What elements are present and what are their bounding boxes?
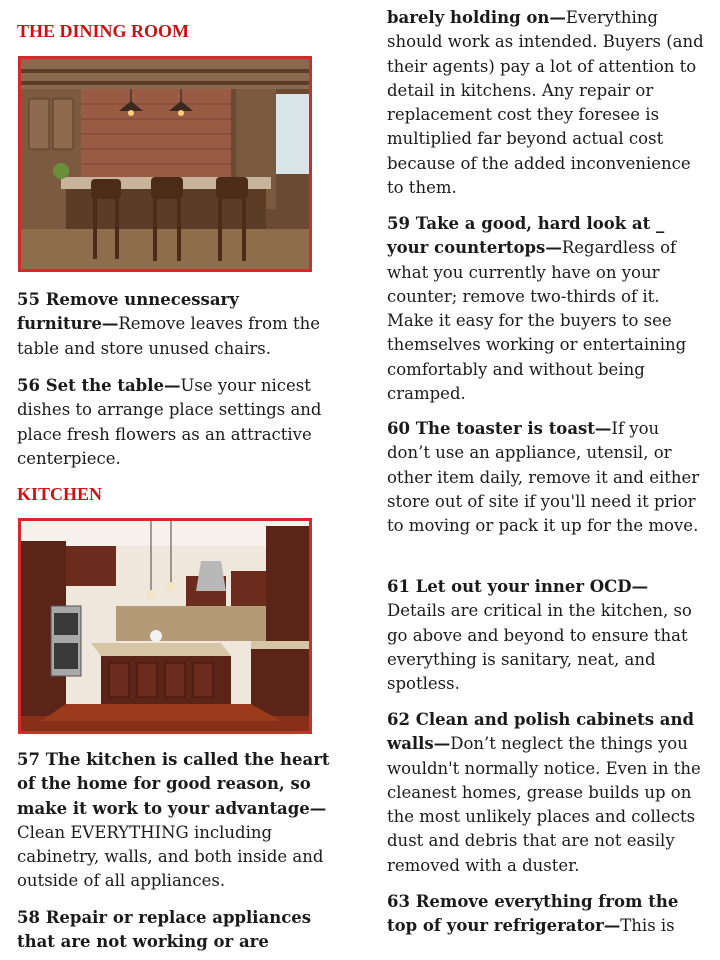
tip-58-continued [387,6,705,200]
tip-63 [387,890,705,939]
tip-title-continued: barely holding on— [387,8,566,27]
tip-61 [387,575,705,696]
tip-title: 59 Take a good, hard look at _ your countertops— [387,214,665,258]
kitchen-photo [18,518,312,734]
tip-title: 62 Clean and polish cabinets and walls— [387,710,695,754]
tip-body: Don’t neglect the things you wouldn't normally notice. Even in the cleanest homes, grease builds up on the most unlikely places and collects dust and debris that are not easily removed with a duster. [387,734,701,875]
tip-56 [17,374,335,471]
tip-body: Regardless of what you currently have on your counter; remove two-thirds of it. Make it easy for the buyers to see themselves working or entertaining comfortably and without being cramped. [387,238,687,404]
dining-room-photo [18,56,312,272]
section-heading-kitchen: KITCHEN [17,484,103,504]
tip-62 [387,708,705,878]
tip-body: If you don’t use an appliance, utensil, or other item daily, remove it and either store out of site if you'll need it prior to moving or pack it up for the move. [387,419,700,536]
tip-title: 60 The toaster is toast— [387,419,612,438]
section-heading-dining: THE DINING ROOM [17,21,190,41]
tip-body: Everything should work as intended. Buyers (and their agents) pay a lot of attention to detail in kitchens. Any repair or replacement cost they foresee is multiplied far beyond actual cost because of the added inconvenience to them. [387,8,704,198]
tip-title: 55 Remove unnecessary furniture— [17,290,239,334]
tip-58-start [17,906,335,954]
tip-57 [17,748,335,894]
tip-title: 61 Let out your inner OCD— [387,577,649,596]
tip-title: 57 The kitchen is called the heart of the home for good reason, so make it work to your advantage— [17,750,330,818]
tip-title: 63 Remove everything from the top of your refrigerator— [387,892,679,936]
tip-title: 58 Repair or replace appliances that are not working or are [17,908,312,952]
tip-60 [387,417,705,538]
tip-59 [387,212,705,406]
tip-body: Details are critical in the kitchen, so go above and beyond to ensure that everything is sanitary, neat, and spotless. [387,601,692,694]
tip-55 [17,288,327,361]
tip-body: This is [620,916,675,936]
tip-body: Use your nicest dishes to arrange place settings and place fresh flowers as an attractive centerpiece. [17,376,322,468]
tip-body: Remove leaves from the table and store unused chairs. [17,314,320,358]
tip-body: Clean EVERYTHING including cabinetry, walls, and both inside and outside of all appliances. [17,822,324,891]
tip-title: 56 Set the table— [17,376,181,395]
